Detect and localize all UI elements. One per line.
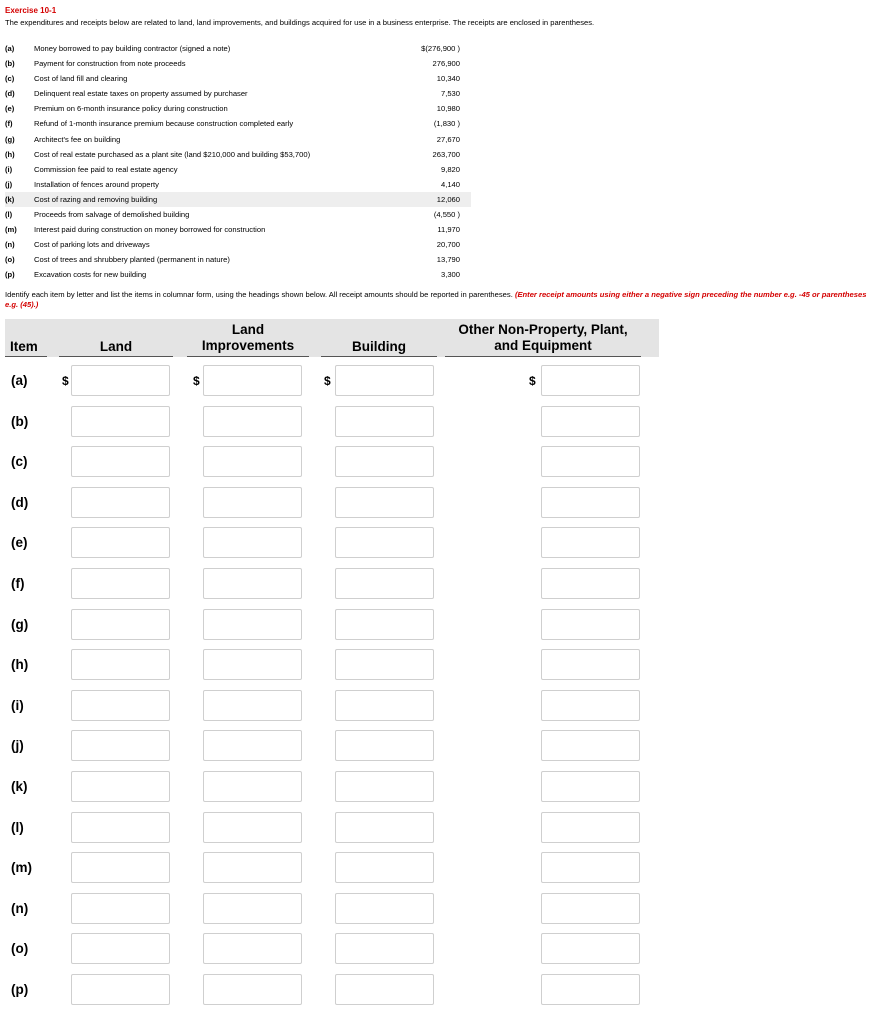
list-item xyxy=(5,222,471,237)
other-input[interactable] xyxy=(541,974,640,1005)
other-input[interactable] xyxy=(541,527,640,558)
land-improvements-input[interactable] xyxy=(203,730,302,761)
land-improvements-input[interactable] xyxy=(203,933,302,964)
other-input[interactable] xyxy=(541,852,640,883)
land-input[interactable] xyxy=(71,771,170,802)
other-input[interactable] xyxy=(541,933,640,964)
row-label: (i) xyxy=(11,697,24,713)
item-amount: (1,830 ) xyxy=(433,119,460,129)
header-land: Land xyxy=(99,339,133,354)
list-item xyxy=(5,116,471,131)
land-input[interactable] xyxy=(71,893,170,924)
land-improvements-input[interactable] xyxy=(203,365,302,396)
row-label: (g) xyxy=(11,616,29,632)
other-input[interactable] xyxy=(541,568,640,599)
item-description: Architect's fee on building xyxy=(34,134,121,144)
item-amount: $(276,900 ) xyxy=(421,44,460,53)
table-row xyxy=(0,609,876,641)
row-label: (b) xyxy=(11,413,29,429)
item-letter: (e) xyxy=(5,104,15,114)
row-label: (m) xyxy=(11,860,32,876)
other-input[interactable] xyxy=(541,406,640,437)
item-letter: (a) xyxy=(5,44,15,53)
currency-symbol: $ xyxy=(324,374,331,388)
list-item xyxy=(5,41,471,56)
row-label: (e) xyxy=(11,535,28,551)
item-letter: (g) xyxy=(5,134,15,144)
exercise-intro: The expenditures and receipts below are related to land, land improvements, and buildings acquired for use in a business enterprise. The receipts are enclosed in parentheses. xyxy=(5,18,595,27)
item-description: Premium on 6-month insurance policy during construction xyxy=(34,104,228,114)
list-item xyxy=(5,267,471,282)
header-other: Other Non-Property, Plant, and Equipment xyxy=(458,322,628,353)
building-input[interactable] xyxy=(335,933,434,964)
item-amount: 276,900 xyxy=(432,59,460,69)
item-description: Interest paid during construction on money borrowed for construction xyxy=(34,225,266,235)
item-amount: 9,820 xyxy=(440,164,460,174)
item-amount: 20,700 xyxy=(436,240,460,250)
other-input[interactable] xyxy=(541,730,640,761)
currency-symbol: $ xyxy=(193,374,200,388)
land-improvements-input[interactable] xyxy=(203,893,302,924)
table-row xyxy=(0,974,876,1006)
land-input[interactable] xyxy=(71,527,170,558)
list-item xyxy=(5,101,471,116)
table-row xyxy=(0,852,876,884)
land-input[interactable] xyxy=(71,406,170,437)
land-input[interactable] xyxy=(71,812,170,843)
land-input[interactable] xyxy=(71,933,170,964)
item-amount: 7,530 xyxy=(440,89,460,99)
item-amount: 3,300 xyxy=(440,270,460,280)
list-item xyxy=(5,71,471,86)
row-label: (f) xyxy=(11,576,25,591)
row-label: (h) xyxy=(11,657,29,673)
land-input[interactable] xyxy=(71,568,170,599)
land-input[interactable] xyxy=(71,974,170,1005)
item-description: Payment for construction from note proceeds xyxy=(34,59,186,69)
item-amount: 12,060 xyxy=(436,194,460,204)
land-improvements-input[interactable] xyxy=(203,487,302,518)
land-improvements-input[interactable] xyxy=(203,446,302,477)
item-letter: (o) xyxy=(5,255,15,265)
exercise-title: Exercise 10-1 xyxy=(5,6,57,15)
land-input[interactable] xyxy=(71,487,170,518)
land-input[interactable] xyxy=(71,365,170,396)
item-description: Cost of real estate purchased as a plant site (land $210,000 and building $53,700) xyxy=(34,149,311,159)
item-description: Cost of razing and removing building xyxy=(34,194,158,204)
land-input[interactable] xyxy=(71,852,170,883)
item-description: Installation of fences around property xyxy=(34,179,159,189)
item-letter: (k) xyxy=(5,194,15,204)
item-amount: 10,980 xyxy=(436,104,460,114)
row-label: (o) xyxy=(11,941,29,957)
currency-symbol: $ xyxy=(529,374,536,388)
item-letter: (h) xyxy=(5,149,15,159)
building-input[interactable] xyxy=(335,406,434,437)
building-input[interactable] xyxy=(335,974,434,1005)
table-row xyxy=(0,933,876,965)
land-improvements-input[interactable] xyxy=(203,690,302,721)
item-description: Delinquent real estate taxes on property assumed by purchaser xyxy=(34,89,248,99)
item-letter: (i) xyxy=(5,164,13,174)
building-input[interactable] xyxy=(335,365,434,396)
item-description: Cost of trees and shrubbery planted (permanent in nature) xyxy=(34,255,230,265)
item-description: Excavation costs for new building xyxy=(34,270,147,280)
item-amount: 263,700 xyxy=(432,149,460,159)
land-input[interactable] xyxy=(71,730,170,761)
building-input[interactable] xyxy=(335,812,434,843)
item-description: Proceeds from salvage of demolished building xyxy=(34,210,190,220)
expenditure-list xyxy=(5,41,471,283)
building-input[interactable] xyxy=(335,568,434,599)
building-input[interactable] xyxy=(335,852,434,883)
building-input[interactable] xyxy=(335,609,434,640)
row-label: (a) xyxy=(11,373,28,388)
table-header xyxy=(5,319,659,357)
other-input[interactable] xyxy=(541,893,640,924)
item-letter: (b) xyxy=(5,59,15,69)
land-improvements-input[interactable] xyxy=(203,649,302,680)
table-row xyxy=(0,690,876,722)
table-row xyxy=(0,812,876,844)
list-item xyxy=(5,56,471,71)
list-item xyxy=(5,192,471,207)
item-letter: (n) xyxy=(5,240,15,250)
item-amount: 4,140 xyxy=(440,179,460,189)
item-amount: 11,970 xyxy=(437,225,460,235)
table-row xyxy=(0,771,876,803)
other-input[interactable] xyxy=(541,609,640,640)
building-input[interactable] xyxy=(335,527,434,558)
building-input[interactable] xyxy=(335,730,434,761)
item-letter: (d) xyxy=(5,89,15,99)
row-label: (k) xyxy=(11,779,28,794)
item-amount: 13,790 xyxy=(436,255,460,265)
land-input[interactable] xyxy=(71,446,170,477)
row-label: (d) xyxy=(11,494,29,510)
other-input[interactable] xyxy=(541,446,640,477)
table-row xyxy=(0,649,876,681)
item-description: Money borrowed to pay building contractor (signed a note) xyxy=(34,44,231,53)
header-item: Item xyxy=(10,339,38,354)
item-letter: (c) xyxy=(5,74,15,84)
building-input[interactable] xyxy=(335,487,434,518)
item-description: Cost of land fill and clearing xyxy=(34,74,128,84)
land-input[interactable] xyxy=(71,690,170,721)
instruction-hint: (Enter receipt amounts using either a negative sign preceding the number e.g. -45 or parentheses e.g. (45).) xyxy=(5,290,867,309)
table-row xyxy=(0,527,876,559)
list-item xyxy=(5,147,471,162)
currency-symbol: $ xyxy=(62,374,69,388)
list-item xyxy=(5,237,471,252)
building-input[interactable] xyxy=(335,771,434,802)
land-improvements-input[interactable] xyxy=(203,771,302,802)
item-description: Commission fee paid to real estate agency xyxy=(34,164,178,174)
building-input[interactable] xyxy=(335,649,434,680)
header-land-improvements: Land Improvements xyxy=(201,322,295,353)
building-input[interactable] xyxy=(335,446,434,477)
land-improvements-input[interactable] xyxy=(203,812,302,843)
header-building: Building xyxy=(352,339,406,354)
list-item xyxy=(5,132,471,147)
building-input[interactable] xyxy=(335,690,434,721)
row-label: (n) xyxy=(11,900,29,916)
table-row xyxy=(0,446,876,478)
land-improvements-input[interactable] xyxy=(203,568,302,599)
land-improvements-input[interactable] xyxy=(203,406,302,437)
row-label: (c) xyxy=(11,454,28,470)
item-letter: (m) xyxy=(5,225,17,235)
other-input[interactable] xyxy=(541,487,640,518)
other-input[interactable] xyxy=(541,812,640,843)
instructions xyxy=(5,290,871,309)
land-input[interactable] xyxy=(71,649,170,680)
list-item xyxy=(5,86,471,101)
table-row xyxy=(0,893,876,925)
row-label: (j) xyxy=(11,738,24,754)
item-letter: (p) xyxy=(5,270,15,280)
other-input[interactable] xyxy=(541,690,640,721)
other-input[interactable] xyxy=(541,649,640,680)
list-item xyxy=(5,162,471,177)
table-row xyxy=(0,568,876,600)
instruction-text: Identify each item by letter and list the items in columnar form, using the headings shown below. All receipt amounts should be reported in parentheses. xyxy=(5,290,513,299)
land-input[interactable] xyxy=(71,609,170,640)
item-description: Cost of parking lots and driveways xyxy=(34,240,150,250)
item-letter: (f) xyxy=(5,119,13,129)
land-improvements-input[interactable] xyxy=(203,527,302,558)
row-label: (p) xyxy=(11,982,29,997)
table-row xyxy=(0,406,876,438)
other-input[interactable] xyxy=(541,771,640,802)
land-improvements-input[interactable] xyxy=(203,974,302,1005)
building-input[interactable] xyxy=(335,893,434,924)
land-improvements-input[interactable] xyxy=(203,609,302,640)
table-row xyxy=(0,487,876,519)
item-amount: (4,550 ) xyxy=(433,210,460,220)
list-item xyxy=(5,252,471,267)
list-item xyxy=(5,177,471,192)
list-item xyxy=(5,207,471,222)
land-improvements-input[interactable] xyxy=(203,852,302,883)
item-description: Refund of 1-month insurance premium because construction completed early xyxy=(34,119,294,129)
item-amount: 10,340 xyxy=(436,74,460,84)
other-input[interactable] xyxy=(541,365,640,396)
item-letter: (j) xyxy=(5,179,13,189)
item-letter: (l) xyxy=(5,210,13,220)
item-amount: 27,670 xyxy=(436,134,460,144)
row-label: (l) xyxy=(11,819,24,835)
table-row xyxy=(0,365,876,397)
table-row xyxy=(0,730,876,762)
